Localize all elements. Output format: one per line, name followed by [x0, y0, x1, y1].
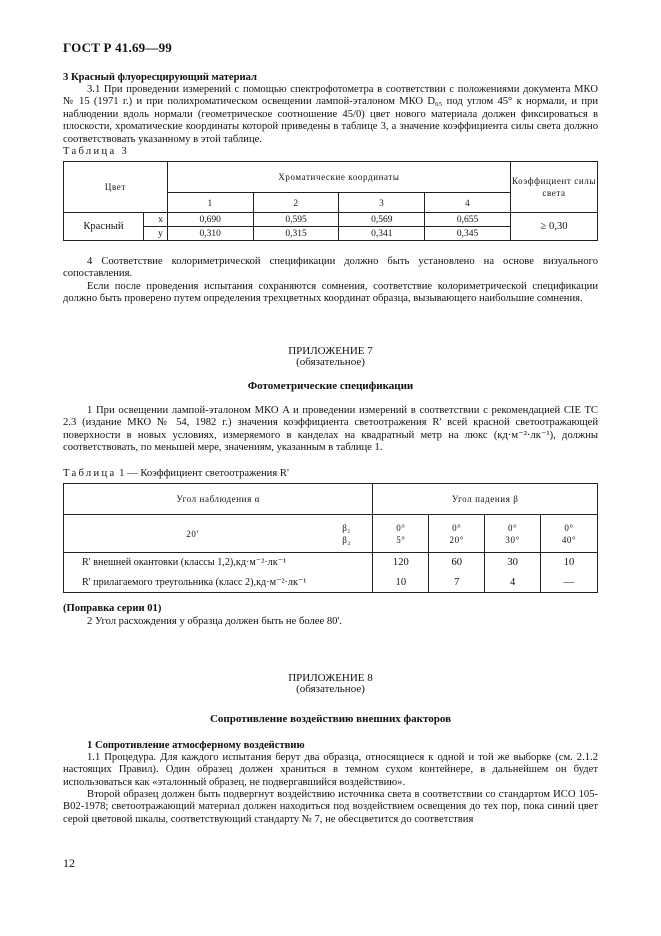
- table3-y-label: y: [143, 227, 167, 241]
- table3-title: Таблица 3: [63, 146, 130, 157]
- table1-beta1: β₁: [342, 522, 352, 533]
- table1-b1-value: 0°: [564, 522, 574, 533]
- table1-cell: 4: [485, 573, 541, 593]
- table3-x-label: x: [143, 213, 167, 227]
- table1-beta-labels: [321, 515, 373, 553]
- table1-b1-value: 0°: [507, 522, 518, 533]
- table3-header-coef: Коэффициент силы света: [511, 162, 598, 213]
- appendix7-heading: Фотометрические спецификации: [247, 380, 414, 392]
- table1-header-observation: Угол наблюдения α: [64, 484, 373, 515]
- appendix8-subtitle: (обязательное): [296, 683, 365, 695]
- table1-b1-value: 0°: [452, 522, 462, 533]
- table3-row-label: Красный: [64, 213, 144, 241]
- appendix8-title: ПРИЛОЖЕНИЕ 8: [288, 672, 373, 684]
- table3-coef-value: ≥ 0,30: [511, 213, 598, 241]
- table1-beta-cell: [541, 515, 598, 553]
- table3-cell: 0,315: [253, 227, 339, 241]
- section4-paragraph-2: Если после проведения испытания сохраняются сомнения, соответствие колориметрической спецификации должно быть проверено путем определения трехцветных координат образца, вызывающего наибольшие сомнения.: [63, 281, 598, 305]
- table1-row1-label: R' внешней окантовки (классы 1,2),кд·м⁻²·лк⁻¹: [64, 553, 373, 573]
- table1-obs-value: 20': [64, 515, 322, 553]
- table1-cell: 120: [373, 553, 429, 573]
- table3-cell: 0,341: [339, 227, 425, 241]
- table3-cell: 0,595: [253, 213, 339, 227]
- table3-header-chroma: Хроматические координаты: [167, 162, 510, 193]
- table1-cell: —: [541, 573, 598, 593]
- table3-colnum: 1: [167, 193, 253, 213]
- appendix7-subtitle: (обязательное): [296, 356, 365, 368]
- table1-cell: 10: [541, 553, 598, 573]
- table1-row2-label: R' прилагаемого треугольника (класс 2),кд·м⁻²·лк⁻¹: [64, 573, 373, 593]
- table1-title-prefix: Таблица: [63, 468, 117, 479]
- table1-cell: 60: [429, 553, 485, 573]
- table1-b2-value: 20°: [449, 534, 464, 545]
- section3-paragraph: 3.1 При проведении измерений с помощью спектрофотометра в соответствии с положениями документа МКО № 15 (1971 г.) и при полихроматическом освещении лампой-эталоном МКО D₆₅ под углом 45° к нормали, и при наблюдении вдоль нормали (геометрическое соотношение 45/0) цвет нового материала должен фиксироваться в плоскости, хроматические координаты которой приведены в таблице 3, а значение коэффициента силы света должно соответствовать указанному в этой таблице.: [63, 84, 598, 145]
- table3-cell: 0,345: [425, 227, 511, 241]
- table1-b1-value: 0°: [396, 522, 406, 533]
- table1-beta-cell: [373, 515, 429, 553]
- table1-cell: 30: [485, 553, 541, 573]
- table3-colnum: 3: [339, 193, 425, 213]
- amendment-paragraph: 2 Угол расхождения у образца должен быть не более 80'.: [87, 616, 342, 627]
- table1-beta2: β₂: [342, 534, 352, 545]
- table1-title: [63, 468, 289, 479]
- appendix7-title: ПРИЛОЖЕНИЕ 7: [288, 345, 373, 357]
- table1-cell: 7: [429, 573, 485, 593]
- appendix8-paragraph-1: 1.1 Процедура. Для каждого испытания берут два образца, относящиеся к одной и той же выборке (см. 2.1.2 настоящих Правил). Один образец должен храниться в темном сухом контейнере, в дальнейшем он будет использоваться как «эталонный образец, не подвергавшийся воздействию».: [63, 752, 598, 788]
- document-code: ГОСТ Р 41.69—99: [63, 40, 172, 55]
- table1-reflection: [63, 483, 598, 593]
- table1-b2-value: 40°: [561, 534, 577, 545]
- amendment-heading: (Поправка серии 01): [63, 603, 162, 614]
- section4-paragraph-1: 4 Соответствие колориметрической спецификации должно быть установлено на основе визуального сопоставления.: [63, 256, 598, 280]
- table3-header-color: Цвет: [64, 162, 168, 213]
- table1-header-incidence: Угол падения β: [373, 484, 598, 515]
- table3-cell: 0,310: [167, 227, 253, 241]
- appendix8-heading: Сопротивление воздействию внешних факторов: [209, 713, 452, 725]
- table3-cell: 0,569: [339, 213, 425, 227]
- table1-cell: 10: [373, 573, 429, 593]
- appendix8-paragraph-2: Второй образец должен быть подвергнут воздействию источника света в соответствии со стандартом ИСО 105-В02-1978; светоотражающий материал должен находиться под воздействием освещения до тех пор, пока синий цвет серой цветовой шкалы, соответствующий стандарту № 7, не обесцветится до соответствия: [63, 789, 598, 825]
- table1-beta-cell: [429, 515, 485, 553]
- appendix8-subheading: 1 Сопротивление атмосферному воздействию: [87, 740, 305, 751]
- table1-beta-cell: [485, 515, 541, 553]
- table1-title-rest: 1 — Коэффициент светоотражения R': [119, 468, 289, 479]
- page-number: 12: [63, 856, 75, 870]
- table3-chromaticity: [63, 161, 598, 241]
- appendix7-paragraph: 1 При освещении лампой-эталоном МКО A и проведении измерений в соответствии с рекомендацией CIE TC 2.3 (издание МКО № 54, 1982 г.) значения коэффициента светоотражения R' всей красной светоотражающей поверхности в новых условиях, измеряемого в канделах на квадратный метр на люкс (кд·м⁻²·лк⁻¹), должны соответствовать, по меньшей мере, значениям, указанным в таблице 1.: [63, 405, 598, 454]
- table3-cell: 0,690: [167, 213, 253, 227]
- table1-b2-value: 5°: [396, 534, 406, 545]
- table1-b2-value: 30°: [505, 534, 520, 545]
- table3-colnum: 4: [425, 193, 511, 213]
- table3-colnum: 2: [253, 193, 339, 213]
- section3-heading: 3 Красный флуоресцирующий материал: [63, 72, 257, 83]
- table3-cell: 0,655: [425, 213, 511, 227]
